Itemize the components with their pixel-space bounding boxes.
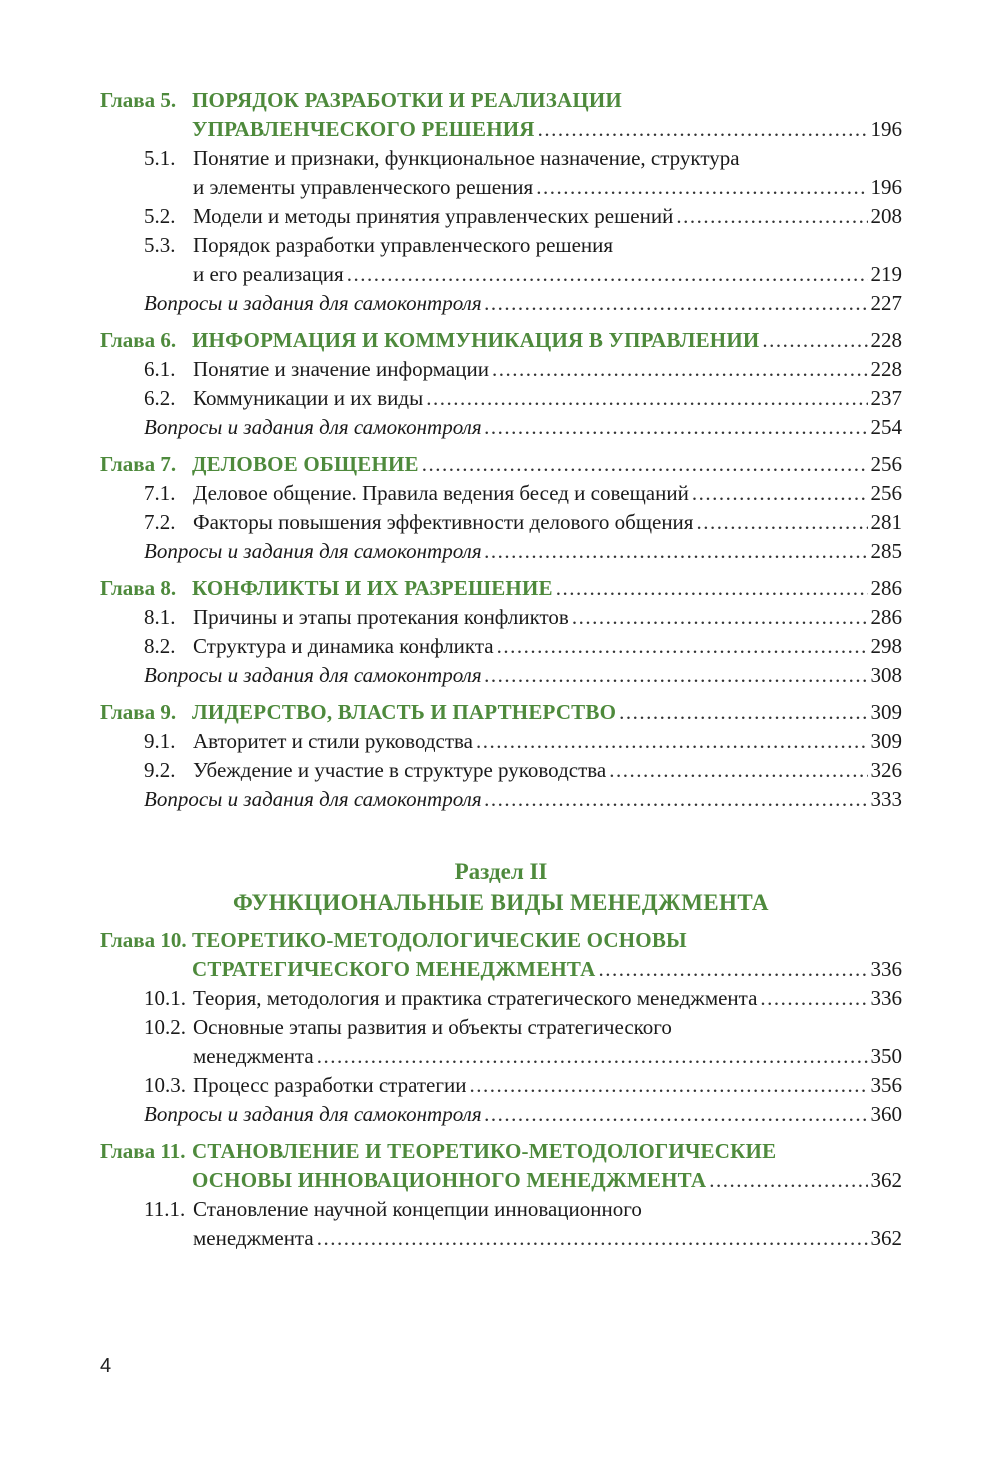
section-title: менеджмента — [193, 1226, 314, 1250]
dot-leader — [696, 508, 867, 537]
chapter-title-line — [100, 115, 902, 144]
section-page: 362 — [870, 1226, 902, 1250]
part-label: Раздел II — [454, 859, 548, 884]
section-title: менеджмента — [193, 1044, 314, 1068]
questions-line — [100, 537, 902, 566]
section-line — [100, 202, 902, 231]
dot-leader — [609, 756, 867, 785]
section-title: Убеждение и участие в структуре руководства — [193, 758, 607, 782]
dot-leader — [709, 1166, 867, 1195]
questions-page: 333 — [870, 787, 902, 811]
section-number: 8.2. — [144, 634, 176, 658]
chapter-title-line — [100, 698, 902, 727]
section-line — [100, 1013, 902, 1042]
questions-page: 285 — [870, 539, 902, 563]
section-title: и его реализация — [193, 262, 344, 286]
section-page: 228 — [870, 357, 902, 381]
section-title: Модели и методы принятия управленческих решений — [193, 204, 674, 228]
section-title: Причины и этапы протекания конфликтов — [193, 605, 569, 629]
section-number: 9.1. — [144, 729, 176, 753]
section-number: 10.3. — [144, 1073, 186, 1097]
section-line — [100, 984, 902, 1013]
chapter-entry — [100, 574, 902, 690]
dot-leader — [676, 202, 867, 231]
section-page: 219 — [870, 262, 902, 286]
section-page: 350 — [870, 1044, 902, 1068]
chapter-title-line — [100, 450, 902, 479]
dot-leader — [469, 1071, 867, 1100]
chapter-label: Глава 8. — [100, 576, 177, 600]
chapter-title: СТАНОВЛЕНИЕ И ТЕОРЕТИКО-МЕТОДОЛОГИЧЕСКИЕ — [192, 1139, 777, 1163]
chapter-title: ОСНОВЫ ИННОВАЦИОННОГО МЕНЕДЖМЕНТА — [192, 1168, 707, 1192]
dot-leader — [476, 727, 868, 756]
chapter-title: УПРАВЛЕНЧЕСКОГО РЕШЕНИЯ — [192, 117, 535, 141]
section-page: 281 — [870, 510, 902, 534]
dot-leader — [619, 698, 867, 727]
dot-leader — [556, 574, 868, 603]
section-line — [100, 384, 902, 413]
dot-leader — [598, 955, 867, 984]
dot-leader — [485, 785, 868, 814]
chapter-title-line — [100, 926, 902, 955]
chapter-label: Глава 6. — [100, 328, 177, 352]
dot-leader — [485, 661, 868, 690]
section-line — [100, 756, 902, 785]
questions-label: Вопросы и задания для самоконтроля — [144, 415, 482, 439]
dot-leader — [536, 173, 867, 202]
chapter-title: ЛИДЕРСТВО, ВЛАСТЬ И ПАРТНЕРСТВО — [192, 700, 617, 724]
part-title: ФУНКЦИОНАЛЬНЫЕ ВИДЫ МЕНЕДЖМЕНТА — [233, 890, 769, 915]
dot-leader — [762, 326, 867, 355]
section-line — [100, 355, 902, 384]
page-number: 4 — [100, 1355, 112, 1377]
chapter-page: 228 — [870, 328, 902, 352]
section-title: Процесс разработки стратегии — [193, 1073, 467, 1097]
chapter-title-line — [100, 955, 902, 984]
chapter-label: Глава 10. — [100, 928, 187, 952]
chapter-title: ДЕЛОВОЕ ОБЩЕНИЕ — [192, 452, 419, 476]
section-number: 7.2. — [144, 510, 176, 534]
section-line — [100, 1224, 902, 1253]
section-page: 208 — [870, 204, 902, 228]
chapter-entry — [100, 86, 902, 318]
section-title: Порядок разработки управленческого решения — [193, 233, 614, 257]
dot-leader — [317, 1224, 868, 1253]
section-line — [100, 603, 902, 632]
section-line — [100, 479, 902, 508]
section-number: 5.3. — [144, 233, 176, 257]
part-heading — [100, 856, 902, 918]
section-number: 7.1. — [144, 481, 176, 505]
section-number: 5.2. — [144, 204, 176, 228]
section-number: 10.2. — [144, 1015, 186, 1039]
section-line — [100, 632, 902, 661]
chapter-entry — [100, 450, 902, 566]
table-of-contents — [100, 86, 902, 1261]
dot-leader — [485, 413, 868, 442]
section-title: и элементы управленческого решения — [193, 175, 534, 199]
section-title: Структура и динамика конфликта — [193, 634, 494, 658]
dot-leader — [485, 289, 868, 318]
section-number: 6.1. — [144, 357, 176, 381]
section-number: 11.1. — [144, 1197, 186, 1221]
section-page: 286 — [870, 605, 902, 629]
section-line — [100, 727, 902, 756]
chapter-title: КОНФЛИКТЫ И ИХ РАЗРЕШЕНИЕ — [192, 576, 553, 600]
chapter-entry — [100, 326, 902, 442]
dot-leader — [692, 479, 868, 508]
chapter-list — [100, 926, 902, 1253]
section-number: 10.1. — [144, 986, 186, 1010]
chapter-title: ИНФОРМАЦИЯ И КОММУНИКАЦИЯ В УПРАВЛЕНИИ — [192, 328, 760, 352]
section-number: 6.2. — [144, 386, 176, 410]
chapter-label: Глава 11. — [100, 1139, 186, 1163]
questions-line — [100, 785, 902, 814]
section-line — [100, 1071, 902, 1100]
questions-label: Вопросы и задания для самоконтроля — [144, 663, 482, 687]
section-title: Понятие и признаки, функциональное назначение, структура — [193, 146, 740, 170]
dot-leader — [426, 384, 867, 413]
dot-leader — [485, 537, 868, 566]
chapter-title: ТЕОРЕТИКО-МЕТОДОЛОГИЧЕСКИЕ ОСНОВЫ — [192, 928, 687, 952]
dot-leader — [347, 260, 868, 289]
section-line — [100, 173, 902, 202]
chapter-entry — [100, 698, 902, 814]
chapter-label: Глава 9. — [100, 700, 177, 724]
section-number: 9.2. — [144, 758, 176, 782]
dot-leader — [317, 1042, 868, 1071]
chapter-title-line — [100, 1166, 902, 1195]
section-page: 356 — [870, 1073, 902, 1097]
chapter-label: Глава 7. — [100, 452, 177, 476]
questions-line — [100, 289, 902, 318]
dot-leader — [572, 603, 868, 632]
section-title: Факторы повышения эффективности делового общения — [193, 510, 694, 534]
questions-line — [100, 413, 902, 442]
section-line — [100, 260, 902, 289]
chapter-title-line — [100, 1137, 902, 1166]
questions-label: Вопросы и задания для самоконтроля — [144, 291, 482, 315]
chapter-page: 256 — [870, 452, 902, 476]
chapter-title-line — [100, 326, 902, 355]
chapter-title: СТРАТЕГИЧЕСКОГО МЕНЕДЖМЕНТА — [192, 957, 596, 981]
dot-leader — [422, 450, 868, 479]
section-page: 309 — [870, 729, 902, 753]
chapter-label: Глава 5. — [100, 88, 177, 112]
chapter-page: 336 — [870, 957, 902, 981]
section-page: 256 — [870, 481, 902, 505]
section-line — [100, 1195, 902, 1224]
section-number: 8.1. — [144, 605, 176, 629]
section-page: 237 — [870, 386, 902, 410]
section-page: 326 — [870, 758, 902, 782]
section-page: 298 — [870, 634, 902, 658]
section-title: Становление научной концепции инновационного — [193, 1197, 642, 1221]
chapter-title-line — [100, 574, 902, 603]
dot-leader — [497, 632, 868, 661]
section-title: Основные этапы развития и объекты стратегического — [193, 1015, 672, 1039]
section-title: Теория, методология и практика стратегического менеджмента — [193, 986, 758, 1010]
questions-page: 308 — [870, 663, 902, 687]
dot-leader — [538, 115, 868, 144]
dot-leader — [492, 355, 868, 384]
questions-page: 227 — [870, 291, 902, 315]
section-line — [100, 231, 902, 260]
questions-page: 360 — [870, 1102, 902, 1126]
dot-leader — [485, 1100, 868, 1129]
chapter-title-line — [100, 86, 902, 115]
questions-line — [100, 661, 902, 690]
questions-label: Вопросы и задания для самоконтроля — [144, 787, 482, 811]
section-page: 336 — [870, 986, 902, 1010]
section-title: Коммуникации и их виды — [193, 386, 424, 410]
chapter-entry — [100, 926, 902, 1129]
chapter-list — [100, 86, 902, 814]
section-line — [100, 1042, 902, 1071]
section-line — [100, 508, 902, 537]
section-line — [100, 144, 902, 173]
questions-line — [100, 1100, 902, 1129]
chapter-entry — [100, 1137, 902, 1253]
chapter-page: 362 — [870, 1168, 902, 1192]
chapter-page: 286 — [870, 576, 902, 600]
chapter-page: 309 — [870, 700, 902, 724]
chapter-page: 196 — [870, 117, 902, 141]
chapter-title: ПОРЯДОК РАЗРАБОТКИ И РЕАЛИЗАЦИИ — [192, 88, 622, 112]
section-title: Деловое общение. Правила ведения бесед и совещаний — [193, 481, 689, 505]
section-page: 196 — [870, 175, 902, 199]
questions-label: Вопросы и задания для самоконтроля — [144, 1102, 482, 1126]
section-title: Понятие и значение информации — [193, 357, 489, 381]
section-number: 5.1. — [144, 146, 176, 170]
questions-page: 254 — [870, 415, 902, 439]
section-title: Авторитет и стили руководства — [193, 729, 473, 753]
questions-label: Вопросы и задания для самоконтроля — [144, 539, 482, 563]
dot-leader — [760, 984, 867, 1013]
